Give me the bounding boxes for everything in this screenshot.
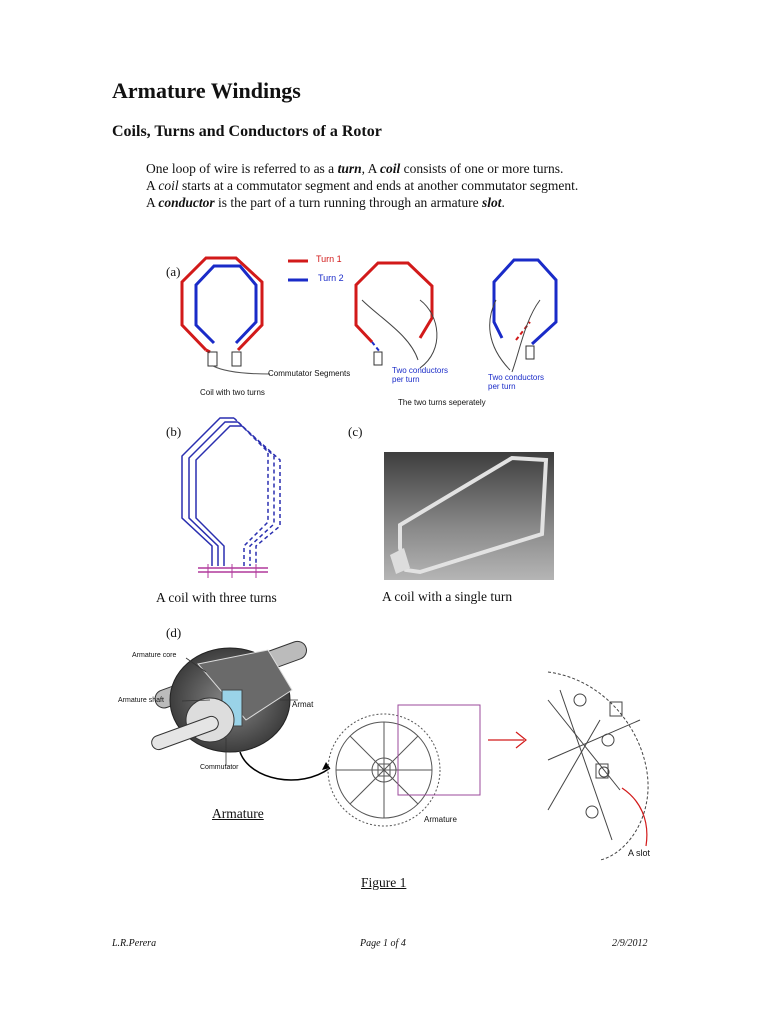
page-title: Armature Windings [112, 78, 301, 103]
fig-c-label: (c) [348, 424, 363, 439]
footer-date: 2/9/2012 [612, 938, 648, 949]
two-conductors-label-2: Two conductors per turn [488, 373, 545, 391]
fig-a-turn-1 [356, 263, 432, 342]
fig-a-two-turn-coil [182, 258, 262, 352]
figure-caption: Figure 1 [361, 875, 407, 890]
fig-b-label: (b) [166, 424, 182, 439]
armature-core-label: Armature core [132, 652, 177, 659]
single-turn-photo [384, 452, 554, 580]
commutator-label: Commutator [200, 764, 239, 771]
fig-b-three-turn-coil [182, 418, 242, 566]
armature-caption: Armature [212, 806, 264, 821]
legend-turn-2: Turn 2 [318, 273, 344, 283]
fig-a-label: (a) [166, 264, 181, 279]
armature-cross-section-label: Armature [424, 815, 457, 824]
armature-shaft-label: Armature shaft [118, 697, 164, 704]
fig-d-label: (d) [166, 625, 182, 640]
commutator-segments-label: Commutator Segments [268, 369, 351, 378]
footer-author: L.R.Perera [112, 938, 157, 949]
slot-label: A slot [628, 848, 651, 858]
paragraph-line-1: One loop of wire is referred to as a turn, A coil consists of one or more turns. [146, 161, 564, 176]
fig-b-caption: A coil with three turns [156, 590, 277, 605]
turns-separately-label: The two turns seperately [398, 398, 486, 407]
coil-two-turns-label: Coil with two turns [200, 388, 265, 397]
footer-page: Page 1 of 4 [360, 938, 406, 949]
armature-cross-section [328, 714, 440, 826]
fig-c-caption: A coil with a single turn [382, 589, 513, 604]
two-conductors-label-1: Two conductors per turn [392, 366, 449, 384]
armat-label: Armat [292, 700, 314, 709]
zoomed-slot-view [548, 672, 651, 860]
legend-turn-1: Turn 1 [316, 254, 342, 264]
paragraph-line-3: A conductor is the part of a turn running through an armature slot. [146, 195, 505, 210]
section-heading: Coils, Turns and Conductors of a Rotor [112, 123, 382, 140]
paragraph-line-2: A coil starts at a commutator segment and ends at another commutator segment. [146, 178, 579, 193]
